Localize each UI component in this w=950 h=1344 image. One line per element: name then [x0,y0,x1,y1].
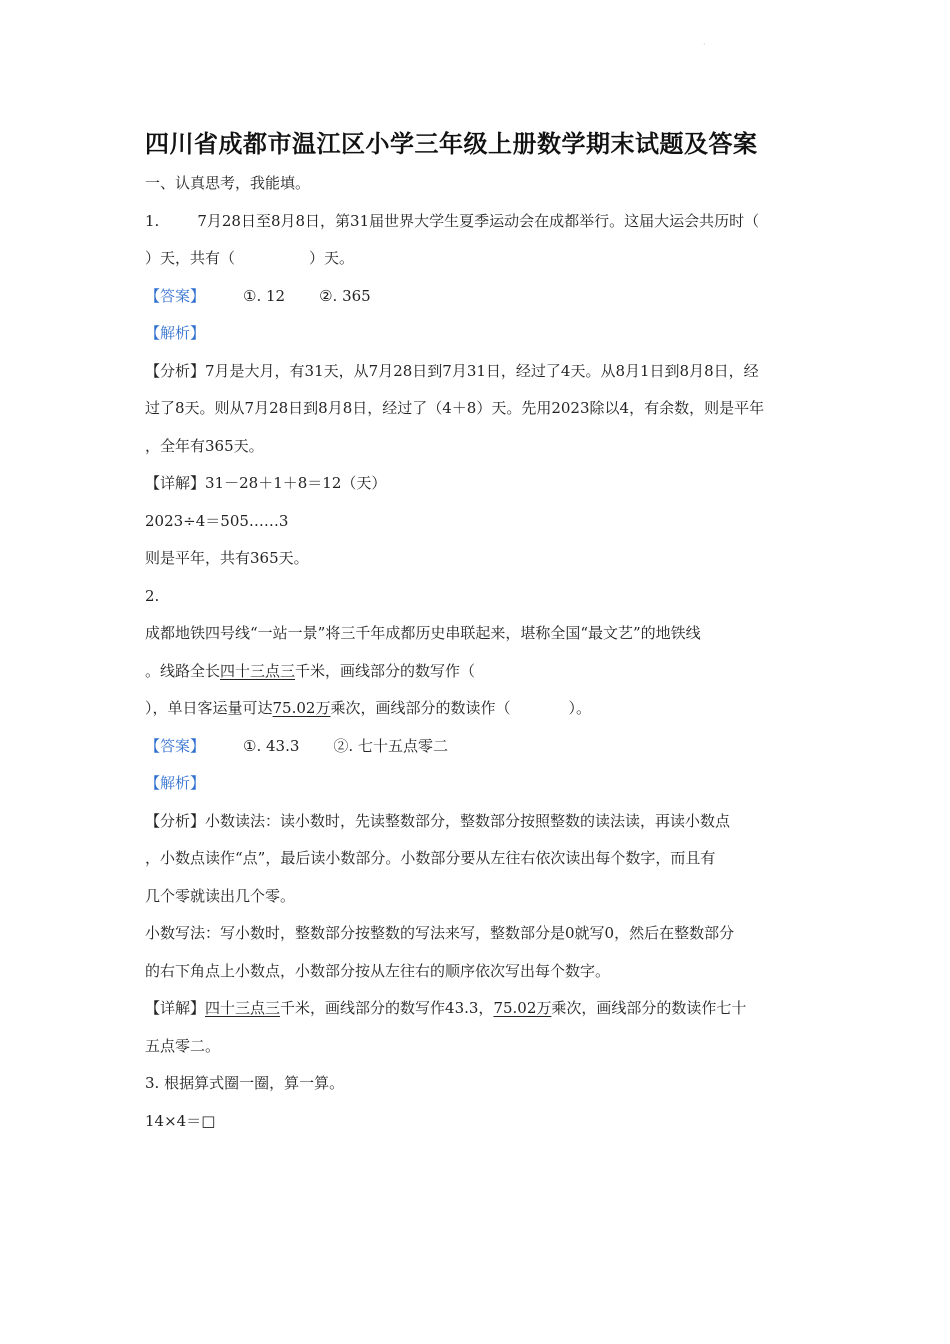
analysis-line: ，全年有365天。 [145,437,264,455]
underlined-number: 四十三点三 [220,662,296,680]
detail-line: 则是平年，共有365天。 [145,549,309,567]
underlined-number: 四十三点三 [205,999,281,1017]
fenxi-tag: 【分析】 [145,812,206,830]
question-text: ）天。 [309,249,355,267]
underlined-number: 75.02万 [272,699,331,717]
analysis-line: 过了8天。则从7月28日到8月8日，经过了（4＋8）天。先用2023除以4，有余数，则是平年 [145,399,765,417]
xiangjie-tag: 【详解】 [145,474,206,492]
question-3-text: 3. 根据算式圈一圈，算一算。 [145,1074,345,1092]
question-2-line-2 [145,661,475,681]
question-text: ）。 [568,699,591,717]
answer-line-1 [145,286,371,306]
question-text: 7月28日至8月8日，第31届世界大学生夏季运动会在成都举行。这届大运会共历时（ [197,212,760,230]
underlined-number: 75.02万 [493,999,552,1017]
question-2-line-3 [145,698,591,718]
answer-value: ②. 七十五点零二 [333,737,448,755]
detail-line: 五点零二。 [145,1037,221,1055]
detail-line: 2023÷4＝505……3 [145,512,289,530]
question-text: ），单日客运量可达 [145,699,273,717]
corner-mark: · [703,40,706,49]
xiangjie-tag: 【详解】 [145,999,206,1017]
detail-text: 乘次，画线部分的数读作七十 [551,999,747,1017]
question-text: 。线路全长 [145,662,221,680]
detail-line [145,998,746,1018]
detail-line [145,473,386,493]
question-2-number: 2. [145,587,160,605]
question-number: 1. [145,212,160,230]
question-1-line-1 [145,211,759,231]
analysis-text: 小数读法：读小数时，先读整数部分，整数部分按照整数的读法读，再读小数点 [205,812,731,830]
analysis-line [145,361,759,381]
detail-text: 31－28＋1＋8＝12（天） [205,474,387,492]
question-text: ）天，共有（ [145,249,236,267]
page-title: 四川省成都市温江区小学三年级上册数学期末试题及答案 [145,130,758,158]
question-text: 千米，画线部分的数写作（ [295,662,476,680]
answer-line-2 [145,736,448,756]
analysis-tag: 【解析】 [145,324,206,342]
answer-tag: 【答案】 [145,287,206,305]
analysis-line: 的右下角点上小数点，小数部分按从左往右的顺序依次写出每个数字。 [145,962,611,980]
question-text: 乘次，画线部分的数读作（ [330,699,511,717]
section-heading: 一、认真思考，我能填。 [145,174,311,192]
analysis-tag: 【解析】 [145,774,206,792]
answer-value: ①. 12 [243,287,286,305]
question-3-formula: 14×4＝□ [145,1112,216,1130]
analysis-line: ，小数点读作“点”，最后读小数部分。小数部分要从左往右依次读出每个数字，而且有 [145,849,716,867]
answer-value: ②. 365 [319,287,371,305]
analysis-line: 几个零就读出几个零。 [145,887,296,905]
detail-text: 千米，画线部分的数写作43.3， [280,999,494,1017]
fenxi-tag: 【分析】 [145,362,206,380]
answer-tag: 【答案】 [145,737,206,755]
question-2-line-1: 成都地铁四号线“一站一景”将三千年成都历史串联起来，堪称全国“最文艺”的地铁线 [145,624,701,642]
analysis-text: 7月是大月，有31天，从7月28日到7月31日，经过了4天。从8月1日到8月8日，经 [205,362,759,380]
analysis-line [145,811,730,831]
answer-value: ①. 43.3 [243,737,300,755]
analysis-line: 小数写法：写小数时，整数部分按整数的写法来写，整数部分是0就写0，然后在整数部分 [145,924,735,942]
question-1-line-2 [145,248,354,268]
